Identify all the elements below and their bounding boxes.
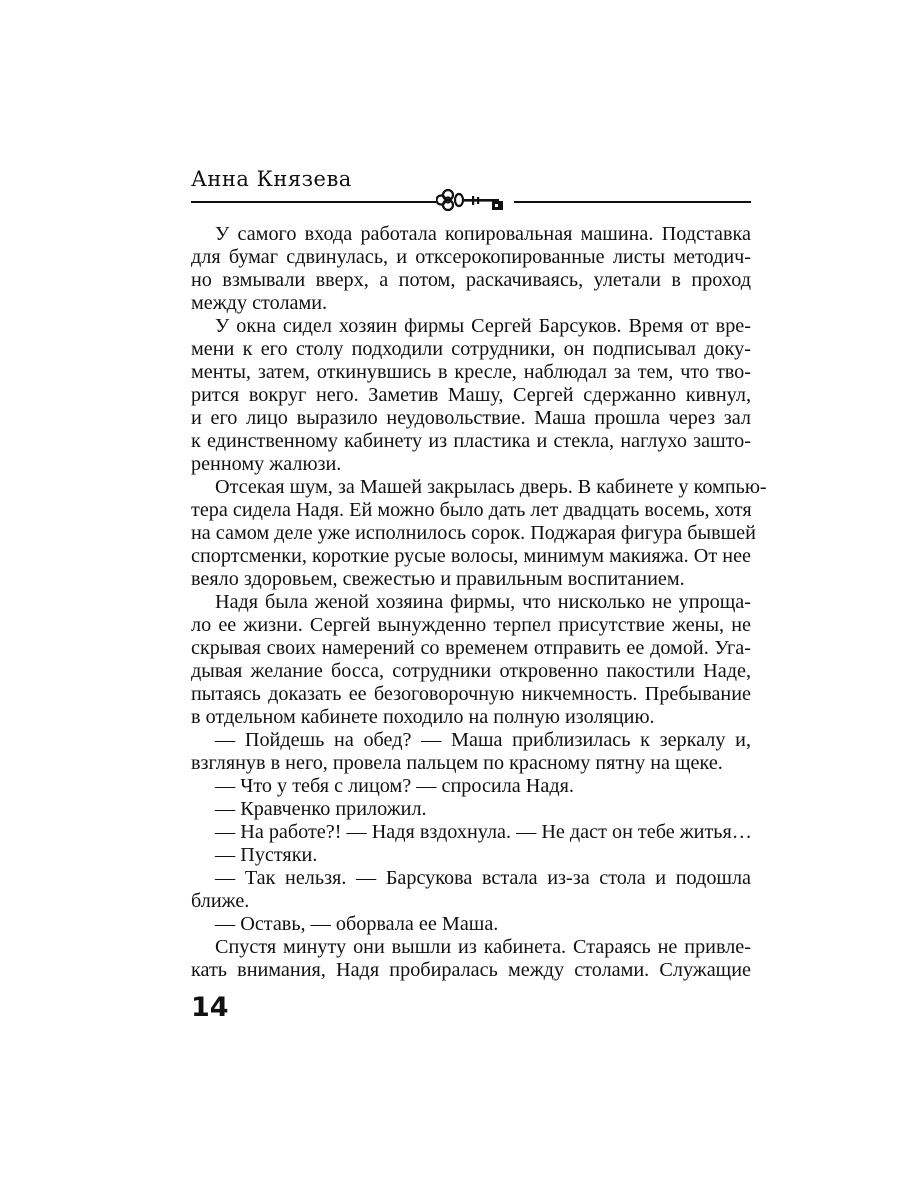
text-line: к единственному кабинету из пластика и стекла, наглухо зашто- bbox=[191, 430, 751, 452]
paragraph bbox=[191, 315, 751, 476]
paragraph bbox=[191, 936, 751, 982]
paragraph bbox=[191, 729, 751, 775]
running-head-author: Анна Князева bbox=[191, 167, 352, 191]
text-line: для бумаг сдвинулась, и отксерокопированные листы методич- bbox=[191, 246, 751, 268]
paragraph bbox=[191, 844, 751, 867]
body-text bbox=[191, 223, 767, 982]
text-line: рится вокруг него. Заметив Машу, Сергей сдержанно кивнул, bbox=[191, 384, 751, 406]
paragraph bbox=[191, 798, 751, 821]
paragraph bbox=[191, 476, 767, 591]
text-line: — Что у тебя с лицом? — спросила Надя. bbox=[215, 775, 574, 797]
text-line: — Пойдешь на обед? — Маша приблизилась к зеркалу и, bbox=[215, 729, 751, 751]
text-line: ренному жалюзи. bbox=[191, 453, 342, 475]
text-line: У самого входа работала копировальная машина. Подставка bbox=[215, 223, 751, 245]
text-line: между столами. bbox=[191, 292, 328, 314]
text-line: — Оставь, — оборвала ее Маша. bbox=[215, 913, 499, 935]
paragraph bbox=[191, 821, 751, 844]
paragraph bbox=[191, 775, 751, 798]
text-line: взглянув в него, провела пальцем по красному пятну на щеке. bbox=[191, 752, 723, 774]
key-icon bbox=[436, 184, 514, 216]
text-line: мени к его столу подходили сотрудники, он подписывал доку- bbox=[191, 338, 751, 360]
text-line: тера сидела Надя. Ей можно было дать лет двадцать восемь, хотя bbox=[191, 499, 752, 521]
page-number: 14 bbox=[191, 992, 229, 1023]
text-line: — Кравченко приложил. bbox=[215, 798, 427, 820]
text-line: скрывая своих намерений со временем отправить ее домой. Уга- bbox=[191, 637, 751, 659]
text-line: кать внимания, Надя пробиралась между столами. Служащие bbox=[191, 959, 751, 981]
text-line: в отдельном кабинете походило на полную изоляцию. bbox=[191, 706, 655, 728]
text-line: и его лицо выразило неудовольствие. Маша прошла через зал bbox=[191, 407, 751, 429]
text-line: на самом деле уже исполнилось сорок. Поджарая фигура бывшей bbox=[191, 522, 756, 544]
text-line: спортсменки, короткие русые волосы, минимум макияжа. От нее bbox=[191, 545, 751, 567]
text-line: Спустя минуту они вышли из кабинета. Стараясь не привле- bbox=[215, 936, 751, 958]
text-line: ближе. bbox=[191, 890, 250, 912]
text-line: но взмывали вверх, а потом, раскачиваясь, улетали в проход bbox=[191, 269, 751, 291]
text-line: У окна сидел хозяин фирмы Сергей Барсуков. Время от вре- bbox=[215, 315, 751, 337]
text-line: менты, затем, откинувшись в кресле, наблюдал за тем, что тво- bbox=[191, 361, 751, 383]
text-line: веяло здоровьем, свежестью и правильным воспитанием. bbox=[191, 568, 685, 590]
paragraph bbox=[191, 913, 751, 936]
text-line: — На работе?! — Надя вздохнула. — Не даст он тебе житья… bbox=[215, 821, 752, 843]
text-line: Отсекая шум, за Машей закрылась дверь. В кабинете у компью- bbox=[215, 476, 767, 498]
text-line: — Так нельзя. — Барсукова встала из-за стола и подошла bbox=[215, 867, 751, 889]
text-line: дывая желание босса, сотрудники откровенно пакостили Наде, bbox=[191, 660, 751, 682]
paragraph bbox=[191, 591, 751, 729]
paragraph bbox=[191, 867, 751, 913]
paragraph bbox=[191, 223, 751, 315]
text-line: — Пустяки. bbox=[215, 844, 318, 866]
text-line: Надя была женой хозяина фирмы, что нисколько не упроща- bbox=[215, 591, 751, 613]
text-line: пытаясь доказать ее безоговорочную никчемность. Пребывание bbox=[191, 683, 751, 705]
text-line: ло ее жизни. Сергей вынужденно терпел присутствие жены, не bbox=[191, 614, 751, 636]
